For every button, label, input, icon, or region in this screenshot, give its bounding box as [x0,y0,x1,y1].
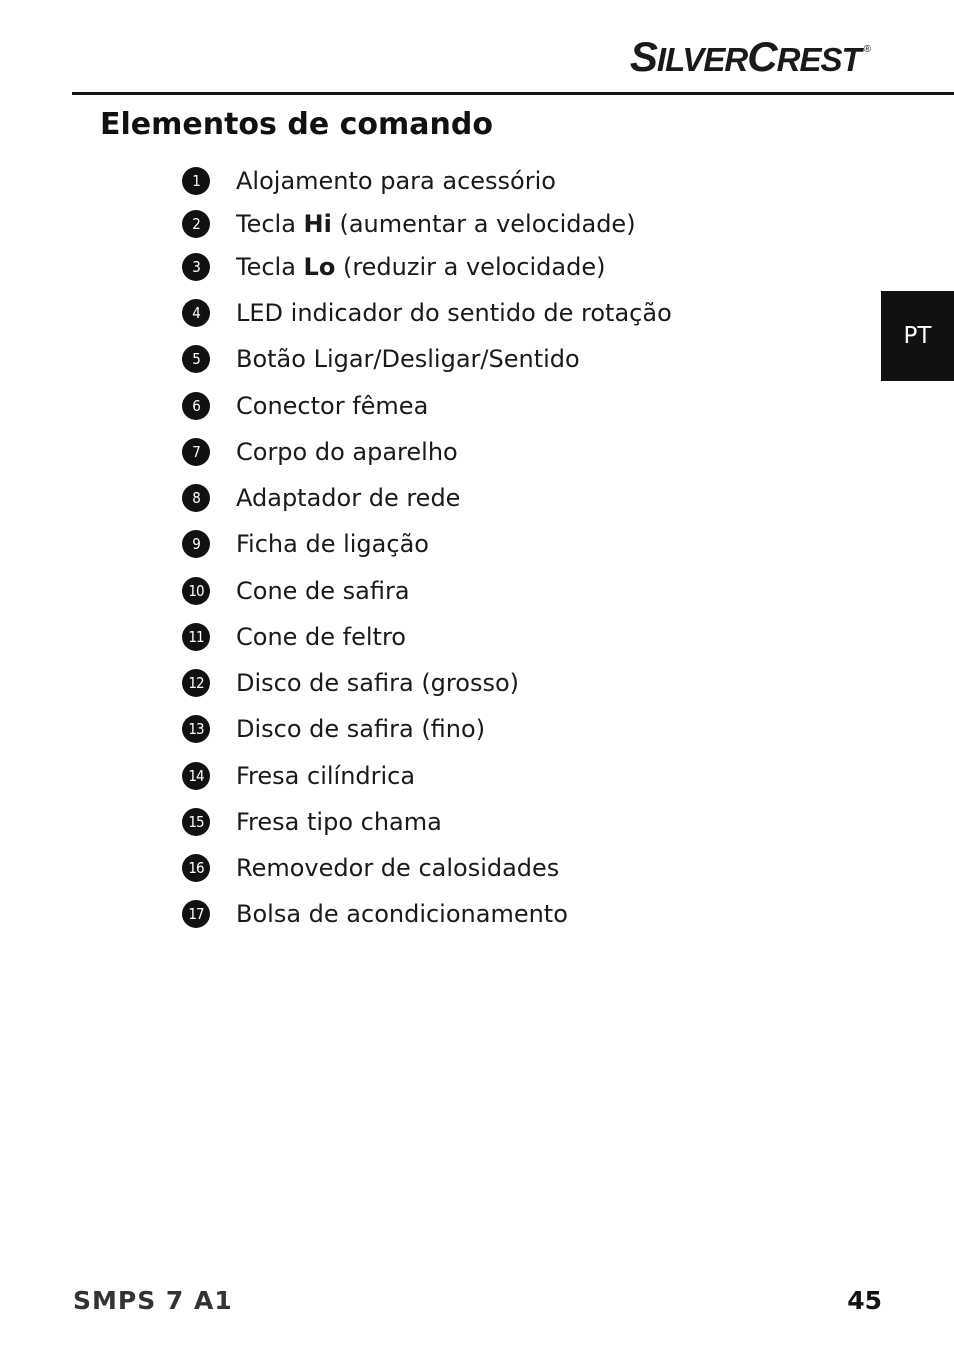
item-label: Conector fêmea [236,392,429,420]
list-item [182,668,519,698]
item-number-badge: 5 [182,345,210,373]
list-item [182,344,580,374]
item-label: Disco de safira (grosso) [236,669,519,697]
list-item [182,714,485,744]
list-item [182,252,605,282]
section-title: Elementos de comando [100,107,493,142]
item-label-key: Lo [303,253,336,281]
item-label-key: Hi [303,210,332,238]
item-label: Cone de feltro [236,623,406,651]
model-number: SMPS 7 A1 [73,1286,233,1315]
logo-letters-ilver: ILVER [656,41,748,78]
list-item [182,209,636,239]
item-label [236,210,636,238]
item-number-badge: 13 [182,715,210,743]
registered-mark: ® [863,44,870,55]
item-label: Bolsa de acondicionamento [236,900,568,928]
logo-letters-rest: REST [776,41,861,78]
item-number-badge: 15 [182,808,210,836]
brand-logo [629,33,870,80]
item-label: Ficha de ligação [236,530,429,558]
item-label-prefix: Tecla [236,210,304,238]
language-tab-label: PT [903,323,932,349]
list-item [182,853,559,883]
logo-letter-c: C [747,33,777,80]
list-item [182,761,415,791]
item-number-badge: 11 [182,623,210,651]
item-number-badge: 14 [182,762,210,790]
item-number-badge: 2 [182,210,210,238]
list-item [182,483,460,513]
list-item [182,437,458,467]
item-number-badge: 8 [182,484,210,512]
item-label-suffix: (aumentar a velocidade) [331,210,636,238]
list-item [182,899,568,929]
item-number-badge: 7 [182,438,210,466]
item-number-badge: 12 [182,669,210,697]
item-number-badge: 17 [182,900,210,928]
item-number-badge: 4 [182,299,210,327]
list-item [182,576,410,606]
item-label-prefix: Tecla [236,253,304,281]
page-number: 45 [847,1286,882,1315]
item-label: Fresa tipo chama [236,808,442,836]
list-item [182,807,442,837]
item-number-badge: 1 [182,167,210,195]
item-label: Corpo do aparelho [236,438,458,466]
list-item [182,622,406,652]
item-label-suffix: (reduzir a velocidade) [335,253,606,281]
item-number-badge: 9 [182,530,210,558]
item-label: Alojamento para acessório [236,167,556,195]
header-divider [72,92,954,95]
language-tab [881,291,954,381]
item-label: Botão Ligar/Desligar/Sentido [236,345,580,373]
list-item [182,166,556,196]
list-item [182,529,429,559]
item-label: LED indicador do sentido de rotação [236,299,672,327]
list-item [182,391,428,421]
item-label: Cone de safira [236,577,410,605]
item-number-badge: 10 [182,577,210,605]
item-number-badge: 6 [182,392,210,420]
logo-letter-s: S [629,33,657,80]
item-label: Adaptador de rede [236,484,461,512]
item-label [236,253,605,281]
item-number-badge: 3 [182,253,210,281]
list-item [182,298,672,328]
item-number-badge: 16 [182,854,210,882]
item-label: Fresa cilíndrica [236,762,416,790]
item-label: Disco de safira (fino) [236,715,486,743]
item-label: Removedor de calosidades [236,854,560,882]
